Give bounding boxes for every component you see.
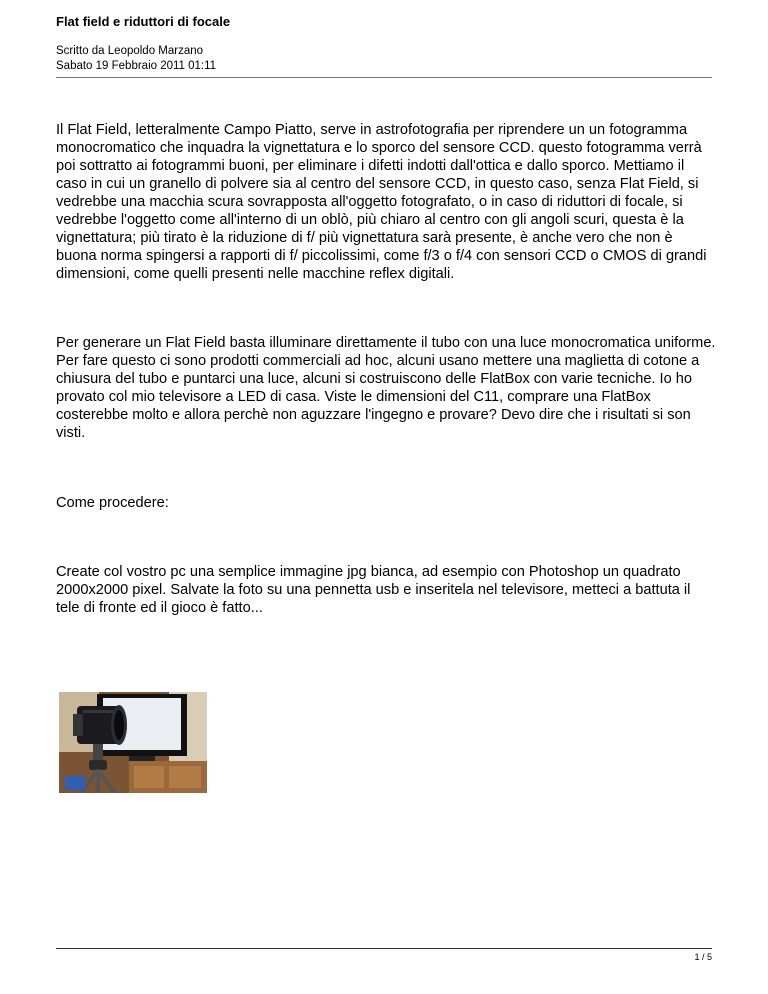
article-date: Sabato 19 Febbraio 2011 01:11 — [56, 60, 217, 72]
page-number: 1 / 5 — [694, 952, 712, 962]
paragraph-how-to: Come procedere: — [56, 495, 169, 511]
page-footer — [56, 948, 712, 962]
article-title: Flat field e riduttori di focale — [56, 14, 231, 29]
article-body — [56, 121, 716, 617]
article-author: Scritto da Leopoldo Marzano — [56, 45, 204, 57]
paragraph-instructions: Create col vostro pc una semplice immagine jpg bianca, ad esempio con Photoshop un quadrato 2000x2000 pixel. Salvate la foto su una pennetta usb e inseritela nel televisore, metteci a battuta il tele di fronte ed il gioco è fatto... — [56, 564, 691, 616]
telescope-tv-photo — [59, 692, 207, 793]
paragraph-intro: Il Flat Field, letteralmente Campo Piatto, serve in astrofotografia per riprendere un un fotogramma monocromatico che inquadra la vignettatura e lo sporco del sensore CCD. questo fotogramma verrà poi sottratto ai fotogrammi buoni, per eliminare i difetti indotti dall'ottica e dallo sporco. Mettiamo il caso in cui un granello di polvere sia al centro del sensore CCD, in questo caso, senza Flat Field, si vedrebbe una macchia scura sovrapposta all'oggetto fotografato, o in caso di riduttori di focale, si vedrebbe l'oggetto come all'interno di un oblò, più chiaro al centro con gli angoli scuri, questa è la vignettatura; più tirato è la riduzione di f/ più vignettatura sarà presente, è anche vero che non è buona norma spingersi a rapporti di f/ piccolissimi, come f/3 o f/4 con sensori CCD o CMOS di grandi dimensioni, come quelli presenti nelle macchine reflex digitali. — [56, 122, 707, 282]
page-header — [56, 14, 712, 78]
paragraph-method: Per generare un Flat Field basta illuminare direttamente il tubo con una luce monocromatica uniforme. Per fare questo ci sono prodotti commerciali ad hoc, alcuni usano mettere una maglietta di cotone a chiusura del tubo e puntarci una luce, alcuni si costruiscono delle FlatBox con varie tecniche. Io ho provato col mio televisore a LED di casa. Viste le dimensioni del C11, comprare una FlatBox costerebbe molto e allora perchè non aguzzare l'ingegno e provare? Devo dire che i risultati si son visti. — [56, 335, 716, 441]
